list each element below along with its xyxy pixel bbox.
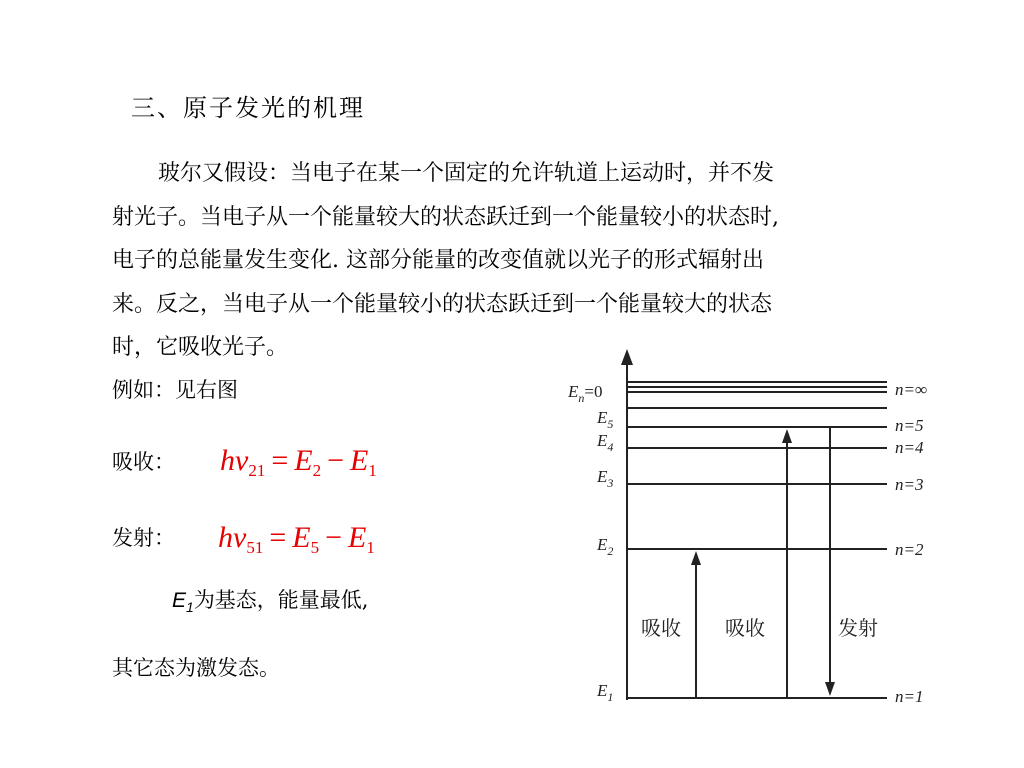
- paragraph-line: 来。反之，当电子从一个能量较小的状态跃迁到一个能量较大的状态: [112, 291, 773, 317]
- ground-state-note: [172, 584, 369, 615]
- example-label: 例如：见右图: [112, 378, 238, 402]
- frequency-symbol: ν: [235, 444, 249, 477]
- energy-level-diagram: [555, 345, 955, 715]
- level-label-left: $E_4$: [597, 431, 614, 454]
- level-label-right: n=3: [895, 475, 924, 494]
- frequency-symbol: ν: [233, 521, 247, 554]
- level-label-right: n=4: [895, 438, 924, 457]
- level-label-left: $E_2$: [597, 535, 614, 558]
- absorption-label: 吸收：: [112, 450, 175, 474]
- minus-sign: −: [325, 521, 342, 554]
- minus-sign: −: [327, 444, 344, 477]
- body-paragraph: [112, 152, 982, 370]
- level-label-right: n=2: [895, 540, 924, 559]
- energy-symbol: E: [350, 444, 369, 477]
- level-label-right: n=∞: [895, 380, 928, 399]
- page-title: 三、原子发光的机理: [131, 94, 365, 122]
- arrow-label: 发射: [838, 618, 878, 640]
- frequency-subscript: 21: [248, 461, 266, 480]
- level-label-left: $E_5$: [597, 408, 614, 431]
- energy-axis-arrowhead: [621, 349, 633, 365]
- emission-label: 发射：: [112, 526, 175, 550]
- level-label-right: n=5: [895, 416, 924, 435]
- paragraph-line: 射光子。当电子从一个能量较大的状态跃迁到一个能量较小的状态时,: [112, 204, 779, 230]
- emission-formula: [218, 521, 375, 558]
- energy-subscript: 5: [310, 538, 320, 557]
- ground-state-symbol: $E_1$: [172, 589, 194, 616]
- planck-symbol: h: [218, 521, 233, 554]
- arrow-label: 吸收: [725, 618, 765, 640]
- frequency-subscript: 51: [246, 538, 264, 557]
- equals-sign: =: [271, 444, 289, 477]
- arrowhead-up: [782, 429, 792, 443]
- energy-subscript: 2: [312, 461, 322, 480]
- level-label-left: $E_3$: [597, 467, 614, 490]
- energy-subscript: 1: [368, 461, 377, 480]
- paragraph-line: 时，它吸收光子。: [112, 335, 289, 360]
- arrowhead-down: [825, 682, 835, 696]
- arrowhead-up: [691, 551, 701, 565]
- energy-symbol: E: [292, 521, 311, 554]
- level-label-left: $E_1$: [597, 681, 614, 704]
- energy-subscript: 1: [366, 538, 375, 557]
- paragraph-line: 电子的总能量发生变化. 这部分能量的改变值就以光子的形式辐射出: [112, 248, 764, 273]
- energy-symbol: E: [348, 521, 367, 554]
- arrow-label: 吸收: [641, 618, 681, 640]
- planck-symbol: h: [220, 444, 235, 477]
- equals-sign: =: [269, 521, 287, 554]
- absorption-formula: [220, 444, 377, 481]
- energy-symbol: E: [294, 444, 313, 477]
- paragraph-line: 玻尔又假设：当电子在某一个固定的允许轨道上运动时，并不发: [158, 161, 775, 186]
- ground-state-text: 为基态，能量最低,: [193, 588, 369, 612]
- excited-state-note: 其它态为激发态。: [112, 656, 280, 680]
- level-label-left: $E_n=0$: [568, 382, 603, 405]
- level-label-right: n=1: [895, 687, 924, 706]
